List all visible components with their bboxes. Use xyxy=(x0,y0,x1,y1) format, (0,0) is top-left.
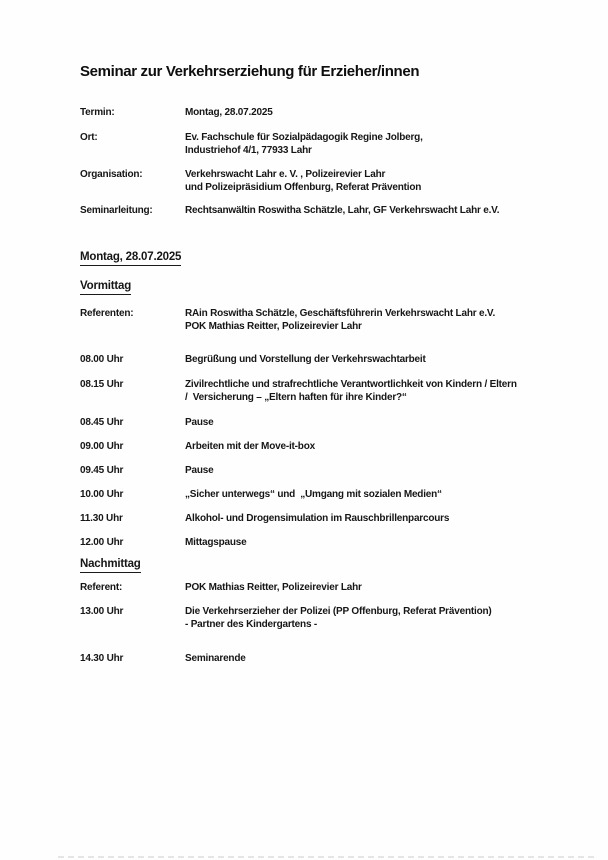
speakers-value xyxy=(185,581,590,594)
meta-row-organisation xyxy=(80,168,590,194)
meta-value-line: Ev. Fachschule für Sozialpädagogik Regine Jolberg, xyxy=(185,132,423,143)
schedule-topic xyxy=(185,440,590,453)
day-heading-text: Montag, 28.07.2025 xyxy=(80,250,181,266)
schedule-topic-line: Die Verkehrserzieher der Polizei (PP Offenburg, Referat Prävention) xyxy=(185,606,492,617)
meta-label: Termin: xyxy=(80,107,115,118)
schedule-row xyxy=(80,378,590,404)
speaker-line: POK Mathias Reitter, Polizeirevier Lahr xyxy=(185,582,362,593)
schedule-row xyxy=(80,512,590,525)
meta-label: Ort: xyxy=(80,132,98,143)
section-heading-vormittag xyxy=(80,279,590,295)
schedule-row xyxy=(80,652,590,665)
scan-artifact-line xyxy=(58,856,594,858)
schedule-row xyxy=(80,605,590,631)
speaker-line: RAin Roswitha Schätzle, Geschäftsführerin Verkehrswacht Lahr e.V. xyxy=(185,308,496,319)
schedule-topic xyxy=(185,652,590,665)
meta-value xyxy=(185,131,590,157)
day-heading xyxy=(80,250,590,266)
schedule-topic xyxy=(185,378,590,404)
section-heading-text: Vormittag xyxy=(80,279,131,295)
schedule-topic xyxy=(185,353,590,366)
schedule-time: 13.00 Uhr xyxy=(80,606,124,617)
schedule-topic-line: - Partner des Kindergartens - xyxy=(185,619,318,630)
schedule-row xyxy=(80,416,590,429)
schedule-row xyxy=(80,353,590,366)
schedule-row xyxy=(80,440,590,453)
meta-row-seminarleitung xyxy=(80,204,590,217)
meta-row-termin xyxy=(80,106,590,119)
meta-value xyxy=(185,168,590,194)
schedule-topic xyxy=(185,512,590,525)
schedule-time: 09.00 Uhr xyxy=(80,441,124,452)
speakers-row xyxy=(80,581,590,594)
schedule-topic-line: / Versicherung – „Eltern haften für ihre Kinder?“ xyxy=(185,392,407,403)
speakers-value xyxy=(185,307,590,333)
schedule-time: 11.30 Uhr xyxy=(80,513,123,524)
schedule-row xyxy=(80,488,590,501)
schedule-topic xyxy=(185,464,590,477)
speaker-line: POK Mathias Reitter, Polizeirevier Lahr xyxy=(185,321,362,332)
section-heading-text: Nachmittag xyxy=(80,557,141,573)
section-heading-nachmittag xyxy=(80,557,590,573)
meta-value-line: Industriehof 4/1, 77933 Lahr xyxy=(185,145,312,156)
meta-value xyxy=(185,106,590,119)
schedule-time: 12.00 Uhr xyxy=(80,537,124,548)
schedule-row xyxy=(80,536,590,549)
speakers-label: Referent: xyxy=(80,582,123,593)
meta-value-line: Verkehrswacht Lahr e. V. , Polizeirevier Lahr xyxy=(185,169,386,180)
schedule-topic-line: Begrüßung und Vorstellung der Verkehrswachtarbeit xyxy=(185,354,426,365)
schedule-time: 08.45 Uhr xyxy=(80,417,124,428)
speakers-row xyxy=(80,307,590,333)
meta-value-line: und Polizeipräsidium Offenburg, Referat Prävention xyxy=(185,182,422,193)
schedule-topic-line: Arbeiten mit der Move-it-box xyxy=(185,441,315,452)
meta-row-ort xyxy=(80,131,590,157)
schedule-topic-line: Alkohol- und Drogensimulation im Rauschbrillenparcours xyxy=(185,513,450,524)
schedule-time: 14.30 Uhr xyxy=(80,653,124,664)
schedule-topic xyxy=(185,488,590,501)
meta-value xyxy=(185,204,590,217)
schedule-topic-line: „Sicher unterwegs“ und „Umgang mit sozialen Medien“ xyxy=(185,489,442,500)
page-title: Seminar zur Verkehrserziehung für Erzieher/innen xyxy=(80,63,420,80)
schedule-topic xyxy=(185,416,590,429)
schedule-topic-line: Mittagspause xyxy=(185,537,247,548)
schedule-time: 10.00 Uhr xyxy=(80,489,124,500)
schedule-topic-line: Pause xyxy=(185,465,214,476)
schedule-time: 09.45 Uhr xyxy=(80,465,124,476)
schedule-topic-line: Pause xyxy=(185,417,214,428)
schedule-topic xyxy=(185,536,590,549)
speakers-label: Referenten: xyxy=(80,308,134,319)
meta-label: Seminarleitung: xyxy=(80,205,153,216)
schedule-time: 08.15 Uhr xyxy=(80,379,124,390)
schedule-topic-line: Zivilrechtliche und strafrechtliche Verantwortlichkeit von Kindern / Eltern xyxy=(185,379,517,390)
meta-value-line: Rechtsanwältin Roswitha Schätzle, Lahr, GF Verkehrswacht Lahr e.V. xyxy=(185,205,500,216)
schedule-topic-line: Seminarende xyxy=(185,653,246,664)
schedule-row xyxy=(80,464,590,477)
meta-value-line: Montag, 28.07.2025 xyxy=(185,107,273,118)
meta-label: Organisation: xyxy=(80,169,143,180)
schedule-time: 08.00 Uhr xyxy=(80,354,124,365)
schedule-topic xyxy=(185,605,590,631)
